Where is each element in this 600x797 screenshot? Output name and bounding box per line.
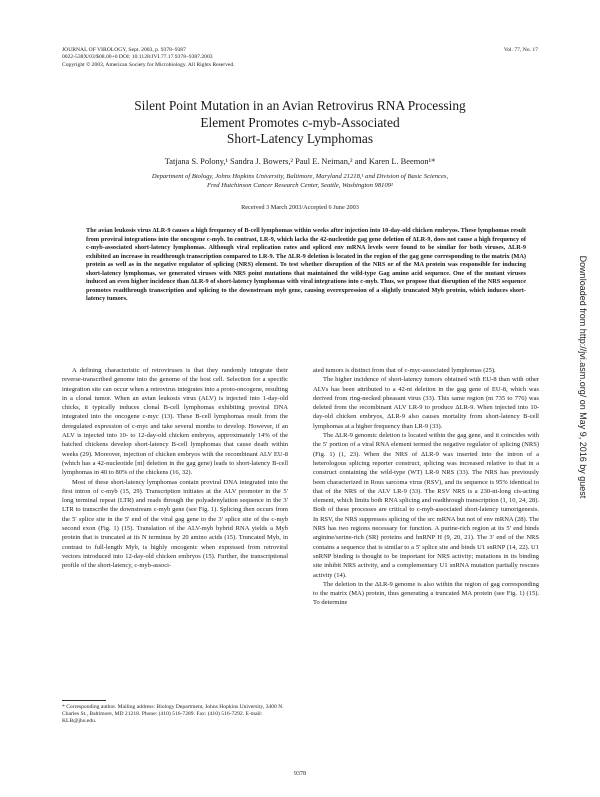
title-line: Short-Latency Lymphomas: [226, 131, 374, 146]
body-paragraph: Most of these short-latency lymphomas contain proviral DNA integrated into the first intron of c-myb (15, 29). Transcription initiates at the ALV promoter in the 5′ long terminal repeat (LTR) and reads through the polyadenylation sequence in the 3′ LTR to transcribe the downstream c-myb gene (see Fig. 1). Splicing then occurs from the 5′ splice site in the 5′ end of the viral gag gene to the 3′ splice site of the c-myb second exon (Fig. 1) (15). Translation of the ALV-myb hybrid RNA yields a Myb protein that is truncated at its N terminus by 20 amino acids (15). Truncated Myb, in contrast to full-length Myb, is highly oncogenic when expressed from retroviral vectors introduced into 12-day-old chicken embryos (15). Further, the transcriptional profile of the short-latency, c-myb-associ-: [62, 478, 288, 570]
affiliation-line: Department of Biology, Johns Hopkins University, Baltimore, Maryland 21218,¹ and Division of Basic Sciences,: [151, 173, 449, 180]
header-copyright: Copyright © 2003, American Society for Microbiology. All Rights Reserved.: [62, 61, 235, 68]
journal-header: [62, 47, 235, 69]
abstract: The avian leukosis virus ΔLR-9 causes a high frequency of B-cell lymphomas within weeks after injection into 10-day-old chicken embryos. These lymphomas result from proviral integrations into the oncogene c-myb. In contrast, LR-9, which lacks the 42-nucleotide gag gene deletion of ΔLR-9, does not cause a high frequency of c-myb-associated short-latency lymphomas. Although viral replication rates and spliced env mRNA levels were found to be similar for both viruses, ΔLR-9 exhibited an increase in readthrough transcription compared to LR-9. The ΔLR-9 deletion is located in the region of the gag gene corresponding to the matrix (MA) protein as well as in the negative regulator of splicing (NRS) element. To test whether disruption of the NRS or of the MA protein was responsible for inducing short-latency lymphomas, we generated viruses with NRS point mutations that maintained the wild-type Gag amino acid sequence. One of the mutant viruses induced an even higher incidence than ΔLR-9 of short-latency lymphomas with viral integrations into c-myb. Thus, we propose that disruption of the NRS sequence promotes readthrough transcription and splicing to the downstream myb gene, causing overexpression of a slightly truncated Myb protein, which induces short-latency tumors.: [86, 227, 526, 302]
download-watermark[interactable]: Downloaded from http://jvi.asm.org/ on May 9, 2016 by guest: [578, 255, 588, 499]
affiliations: [62, 172, 538, 190]
footnote-divider: [62, 700, 106, 701]
body-column-left: [62, 366, 288, 694]
body-paragraph: A defining characteristic of retroviruses is that they randomly integrate their reverse-transcribed genome into the genome of the host cell. Selection for a specific integration site can occur when a retrovirus integrates into a proto-oncogene, resulting in a clonal tumor. When an avian leukosis virus (ALV) is injected into 1-day-old chicks, it typically induces clonal B-cell lymphomas exhibiting proviral DNA integrated into the oncogene c-myc (13). These B-cell lymphomas result from the deregulated expression of c-myc and take several months to develop. However, if an ALV is injected into 10- to 12-day-old chicken embryos, approximately 14% of the hatched chickens develop short-latency B-cell lymphomas that cause death within weeks (29). Moreover, injection of chicken embryos with the recombinant ALV EU-8 (which has a 42-nucleotide [nt] deletion in the gag gene) leads to short-latency B-cell lymphomas in 40 to 80% of the chickens (16, 32).: [62, 367, 288, 477]
body-column-right: [313, 366, 539, 761]
body-paragraph: ated tumors is distinct from that of c-myc-associated lymphomas (25).: [313, 367, 496, 374]
page-number: 9378: [294, 771, 306, 777]
corresponding-author-footnote: * Corresponding author. Mailing address: Biology Department, Johns Hopkins University, 3400 N. Charles St., Baltimore, MD 21218. Phone: (410) 516-7289. Fax: (410) 516-7292. E-mail: KLB@jhu.edu.: [62, 704, 284, 725]
body-paragraph: The higher incidence of short-latency tumors obtained with EU-8 than with other ALVs has been attributed to a 42-nt deletion in the gag gene of EU-8, which was derived from ring-necked pheasant virus (33). This same region (nt 735 to 776) was deleted from the recombinant ALV LR-9 to produce ΔLR-9. When injected into 10-day-old chicken embryos, ΔLR-9 also causes mortality from short-latency B-cell lymphomas at a higher frequency than LR-9 (33).: [313, 376, 539, 430]
received-accepted-dates: Received 3 March 2003/Accepted 6 June 2003: [241, 204, 359, 211]
title-line: Element Promotes c-myb-Associated: [200, 114, 400, 130]
body-paragraph: The ΔLR-9 genomic deletion is located within the gag gene, and it coincides with the 5′ portion of a viral RNA element termed the negative regulator of splicing (NRS) (Fig. 1) (1, 23). When the NRS of ΔLR-9 was inserted into the intron of a heterologous splicing reporter construct, splicing was increased relative to that in a construct containing the wild-type (WT) LR-9 NRS (33). The NRS has previously been characterized in Rous sarcoma virus (RSV), and its sequence is 95% identical to that of the NRS of the ALV LR-9 (33). The RSV NRS is a 230-nt-long cis-acting element, which limits both RNA splicing and readthrough transcription (1, 10, 24, 28). Both of these processes are critical to c-myb-associated short-latency tumorigenesis. In RSV, the NRS suppresses splicing of the src mRNA but not of env mRNA (28). The NRS has two regions necessary for function. A purine-rich region at its 5′ end binds arginine/serine-rich (SR) proteins and hnRNP H (9, 20, 21). The 3′ end of the NRS contains a sequence that is similar to a 5′ splice site and binds U1 snRNP (14, 22). U1 snRNP binding is thought to be important for NRS activity; mutations in its binding site inhibit NRS activity, and a complementary U1 snRNA mutation partially rescues activity (14).: [313, 432, 539, 579]
author-list: Tatjana S. Polony,¹ Sandra J. Bowers,² Paul E. Neiman,² and Karen L. Beemon¹*: [164, 157, 436, 166]
body-paragraph: The deletion in the ΔLR-9 genome is also within the region of gag corresponding to the matrix (MA) protein, thus generating a truncated MA protein (see Fig. 1) (15). To determine: [313, 580, 539, 607]
header-citation: JOURNAL OF VIROLOGY, Sept. 2003, p. 9378–9387: [62, 47, 186, 53]
title-line: Silent Point Mutation in an Avian Retrovirus RNA Processing: [134, 98, 466, 113]
article-title: [62, 98, 538, 148]
volume-issue: Vol. 77, No. 17: [503, 47, 538, 53]
affiliation-line: Fred Hutchinson Cancer Research Center, Seattle, Washington 98109²: [206, 182, 394, 189]
header-doi: 0022-538X/03/$08.00+0 DOI: 10.1128/JVI.77.17.9378–9387.2003: [62, 54, 213, 61]
